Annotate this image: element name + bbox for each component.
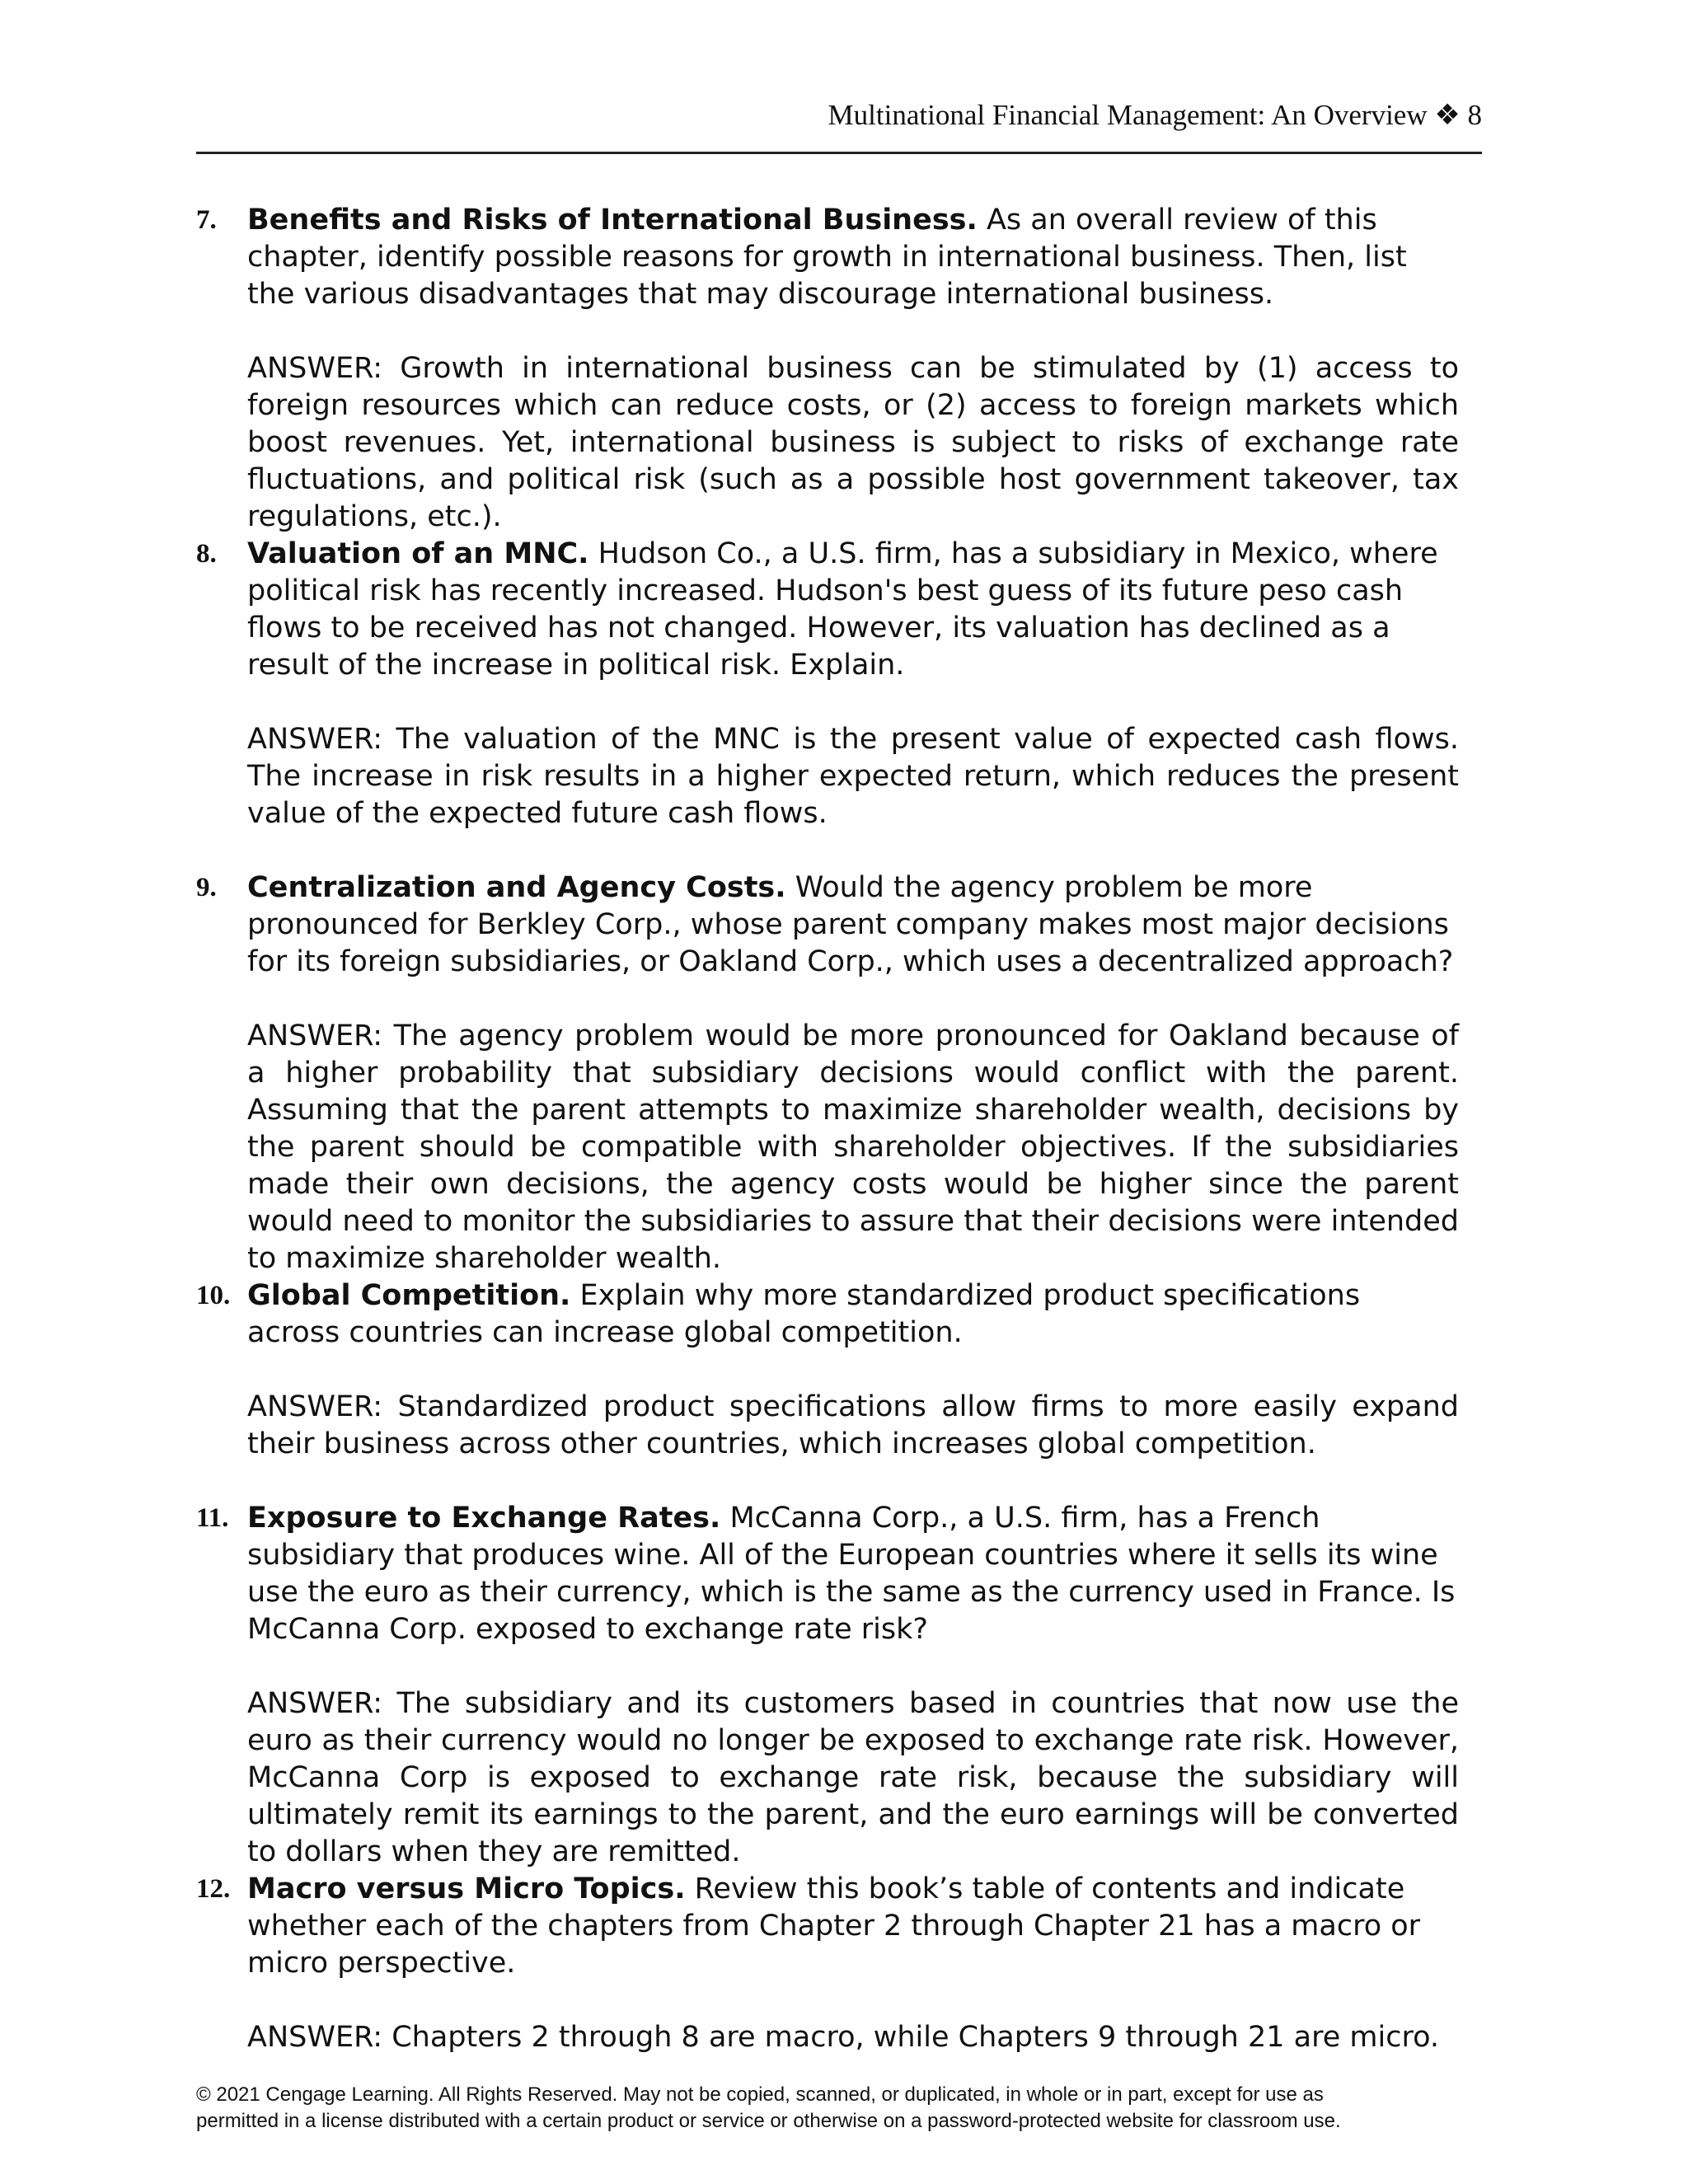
question-number: 11. [196,1503,229,1533]
question-number: 12. [196,1874,231,1904]
question-answer: ANSWER: Growth in international business can be stimulated by (1) access to foreign resources which can reduce costs, or (2) access to foreign markets which boost revenues. Yet, international business is subject to risks of exchange rate fluctuations, and political risk (such as a possible host government takeover, tax regulations, etc.). [247,352,1459,533]
question-answer: ANSWER: The agency problem would be more pronounced for Oakland because of a higher probability that subsidiary decisions would conflict with the parent. Assuming that the parent attempts to maximize shareholder wealth, decisions by the parent should be compatible with shareholder objectives. If the subsidiaries made their own decisions, the agency costs would be higher since the parent would need to monitor the subsidiaries to assure that their decisions were intended to maximize shareholder wealth. [247,1019,1459,1275]
copyright-footer [196,2082,1482,2135]
running-header [196,97,1482,134]
question-number: 9. [196,873,217,902]
question-title: Exposure to Exchange Rates. [247,1502,721,1535]
question-prompt [247,536,1459,684]
question-answer: ANSWER: Chapters 2 through 8 are macro, while Chapters 9 through 21 are micro. [247,2021,1439,2054]
question-text: Would the agency problem be more pronounced for Berkley Corp., whose parent company makes most major decisions for its foreign subsidiaries, or Oakland Corp., which uses a decentralized approach? [247,871,1454,978]
header-title: Multinational Financial Management: An Overview [828,99,1428,131]
question-prompt [247,1871,1459,1982]
question-text: Review this book’s table of contents and indicate whether each of the chapters from Chapter 2 through Chapter 21 has a macro or micro perspective. [247,1872,1421,1980]
question-title: Global Competition. [247,1279,571,1312]
question-text: As an overall review of this chapter, identify possible reasons for growth in international business. Then, list the various disadvantages that may discourage international business. [247,204,1407,311]
question-10 [196,1277,1482,1463]
question-answer: ANSWER: Standardized product specifications allow firms to more easily expand their business across other countries, which increases global competition. [247,1390,1459,1460]
ornament-icon: ❖ [1434,99,1461,131]
question-number: 7. [196,205,217,235]
question-title: Centralization and Agency Costs. [247,871,786,904]
question-number: 10. [196,1281,231,1310]
question-7 [196,202,1482,536]
question-text: Explain why more standardized product specifications across countries can increase global competition. [247,1279,1361,1349]
question-9 [196,869,1482,1277]
question-8 [196,536,1482,832]
question-answer: ANSWER: The subsidiary and its customers based in countries that now use the euro as their currency would no longer be exposed to exchange rate risk. However, McCanna Corp is exposed to exchange rate risk, because the subsidiary will ultimately remit its earnings to the parent, and the euro earnings will be converted to dollars when they are remitted. [247,1687,1459,1868]
footer-line-1: © 2021 Cengage Learning. All Rights Reserved. May not be copied, scanned, or duplicated, in whole or in part, except for use as [196,2083,1324,2106]
question-number: 8. [196,539,217,569]
question-prompt [247,869,1459,981]
question-text: McCanna Corp., a U.S. firm, has a French subsidiary that produces wine. All of the European countries where it sells its wine use the euro as their currency, which is the same as the currency used in France. Is McCanna Corp. exposed to exchange rate risk? [247,1502,1456,1646]
question-title: Macro versus Micro Topics. [247,1872,686,1905]
question-prompt [247,1277,1459,1352]
question-12 [196,1871,1482,2056]
question-prompt [247,1500,1459,1648]
footer-line-2: permitted in a license distributed with a certain product or service or otherwise on a password-protected website for classroom use. [196,2110,1341,2132]
header-divider [196,152,1482,154]
question-prompt [247,202,1459,313]
page-number: 8 [1467,99,1482,131]
question-title: Valuation of an MNC. [247,537,589,570]
question-11 [196,1500,1482,1871]
question-answer: ANSWER: The valuation of the MNC is the present value of expected cash flows. The increase in risk results in a higher expected return, which reduces the present value of the expected future cash flows. [247,723,1459,830]
question-text: Hudson Co., a U.S. firm, has a subsidiary in Mexico, where political risk has recently increased. Hudson's best guess of its future peso cash flows to be received has not changed. However, its valuation has declined as a result of the increase in political risk. Explain. [247,537,1438,682]
question-title: Benefits and Risks of International Business. [247,204,978,237]
